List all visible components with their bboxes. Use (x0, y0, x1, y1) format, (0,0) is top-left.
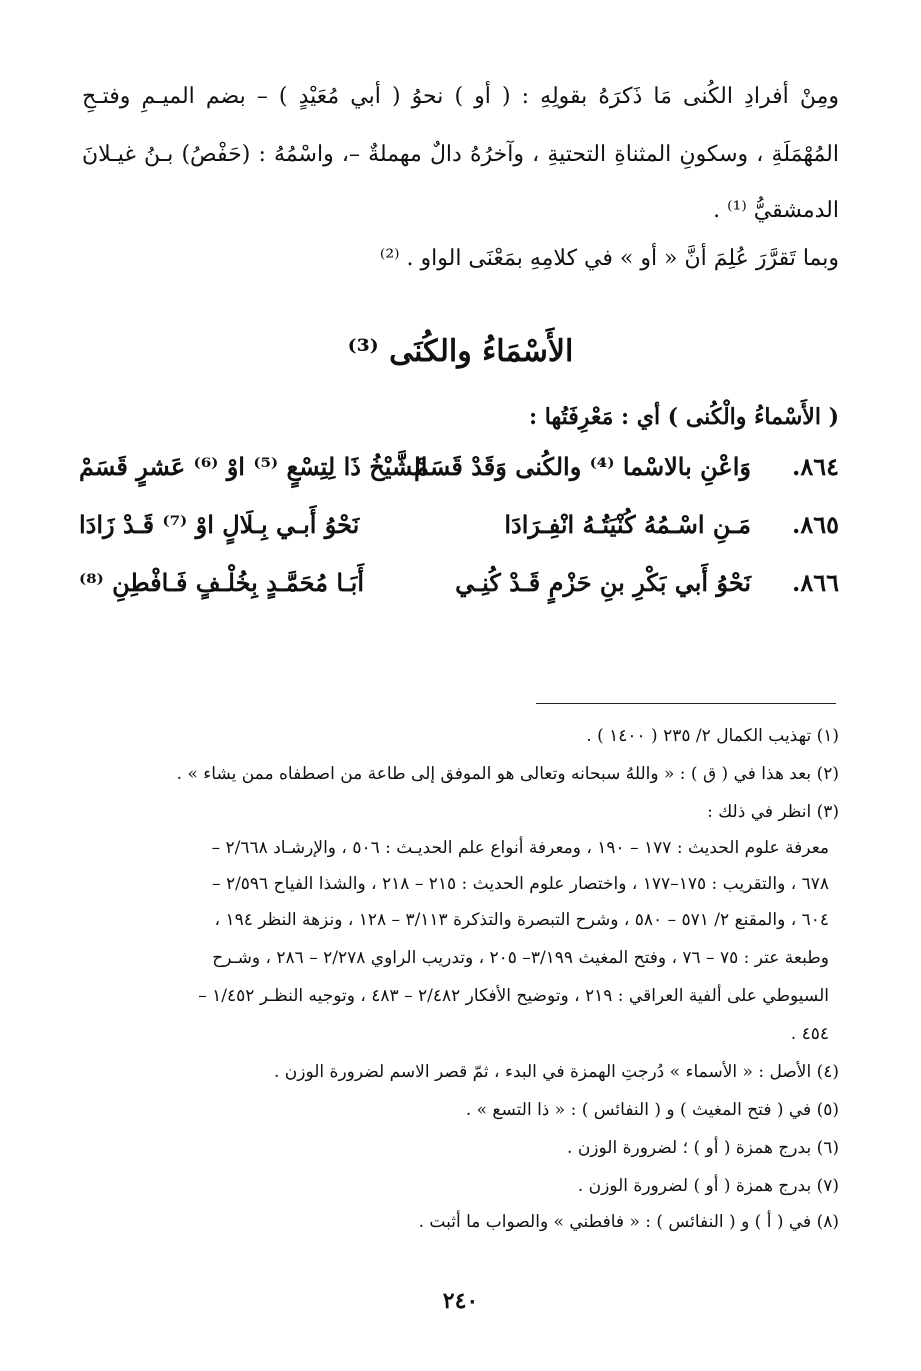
verse-row (79, 568, 839, 618)
verse-hemistich-second: أَبَـا مُحَمَّـدٍ بِخُلْـفٍ فَـافْطِنِ ⁽⁸⁾ (79, 568, 365, 597)
footnote-5: (٥) في ( فتح المغيث ) و ( النفائس ) : « ذا التسع » . (465, 1100, 839, 1120)
footnote-6: (٦) بدرج همزة ( أو ) ؛ لضرورة الوزن . (567, 1138, 839, 1158)
footnote-3-line: ٦٠٤ ، والمقنع ٢/ ٥٧١ – ٥٨٠ ، وشرح التبصرة والتذكرة ٣/١١٣ – ١٢٨ ، ونزهة النظر ١٩٤ ، (214, 910, 829, 930)
verse-hemistich-first: نَحْوُ أَبي بَكْرِ بنِ حَزْمٍ قَـدْ كُنِـي (455, 568, 751, 597)
footnote-8: (٨) في ( أ ) و ( النفائس ) : « فافطني » والصواب ما أثبت . (418, 1212, 839, 1232)
verse-row (79, 510, 839, 560)
section-title: الأَسْمَاءُ والكُنَى ⁽³⁾ (347, 334, 574, 369)
footnote-4: (٤) الأصل : « الأسماء » دُرجتِ الهمزة في البدء ، ثمّ قصر الاسم لضرورة الوزن . (273, 1062, 839, 1082)
verse-hemistich-second: نَحْوُ أَبـي بِـلَالٍ اوْ ⁽⁷⁾ قَـدْ زَادَا (79, 510, 360, 539)
footnote-3-line: وطبعة عتر : ٧٥ – ٧٦ ، وفتح المغيث ٣/١٩٩– ٢٠٥ ، وتدريب الراوي ٢/٢٧٨ – ٢٨٦ ، وشـرح (212, 948, 829, 968)
paragraph-line-2: المُهْمَلَةِ ، وسكونِ المثناةِ التحتيةِ ، وآخرُهُ دالٌ مهملةٌ –، واسْمُهُ : (حَفْصُ) بـنُ غيـلانَ (82, 142, 839, 167)
verse-row (79, 452, 839, 502)
footnote-separator (536, 703, 836, 704)
page-number: ٢٤٠ (442, 1288, 479, 1314)
verse-hemistich-first: وَاعْنِ بالاسْما ⁽⁴⁾ والكُنى وَقَدْ قَسَمْ (413, 452, 751, 481)
footnote-3-line: السيوطي على ألفية العراقي : ٢١٩ ، وتوضيح الأفكار ٢/٤٨٢ – ٤٨٣ ، وتوجيه النظـر ١/٤٥٢ – (198, 986, 829, 1006)
footnote-2: (٢) بعد هذا في ( ق ) : « واللهُ سبحانه وتعالى هو الموفق إلى طاعة من اصطفاه ممن يشاء » . (176, 764, 839, 784)
paragraph-line-3: الدمشقيُّ ⁽¹⁾ . (713, 198, 839, 223)
paragraph-line-1: ومِنْ أفرادِ الكُنى مَا ذَكرَهُ بقولِهِ : ( أو ) نحوُ ( أبي مُعَيْدٍ ) – بضم الميـمِ وفتـحِ (82, 84, 839, 109)
footnote-7: (٧) بدرج همزة ( أو ) لضرورة الوزن . (577, 1176, 839, 1196)
verse-hemistich-first: مَـنِ اسْـمُهُ كُنْيَتُـهُ انْفِـرَادَا (504, 510, 751, 539)
footnote-3-line: ٦٧٨ ، والتقريب : ١٧٥–١٧٧ ، واختصار علوم الحديث : ٢١٥ – ٢١٨ ، والشذا الفياح ٢/٥٩٦ – (212, 874, 829, 894)
intro-line: ( الأَسْماءُ والْكُنى ) أي : مَعْرِفَتُها : (529, 404, 839, 430)
footnote-3-line: ٤٥٤ . (790, 1024, 829, 1044)
paragraph-2: وبما تَقرَّرَ عُلِمَ أنَّ « أو » في كلامِهِ بمَعْنَى الواو . ⁽²⁾ (379, 246, 839, 271)
verse-hemistich-second: الشَّيْخُ ذَا لِتِسْعٍ ⁽⁵⁾ اوْ ⁽⁶⁾ عَشرٍ قَسَمْ (79, 452, 428, 481)
verse-number: ٨٦٥. (791, 510, 839, 539)
footnote-3-line: معرفة علوم الحديث : ١٧٧ – ١٩٠ ، ومعرفة أنواع علم الحديـث : ٥٠٦ ، والإرشـاد ٢/٦٦٨ – (211, 838, 829, 858)
footnote-1: (١) تهذيب الكمال ٢/ ٢٣٥ ( ١٤٠٠ ) . (586, 726, 839, 746)
verse-number: ٨٦٤. (791, 452, 839, 481)
verse-number: ٨٦٦. (791, 568, 839, 597)
footnote-3: (٣) انظر في ذلك : (707, 802, 839, 822)
